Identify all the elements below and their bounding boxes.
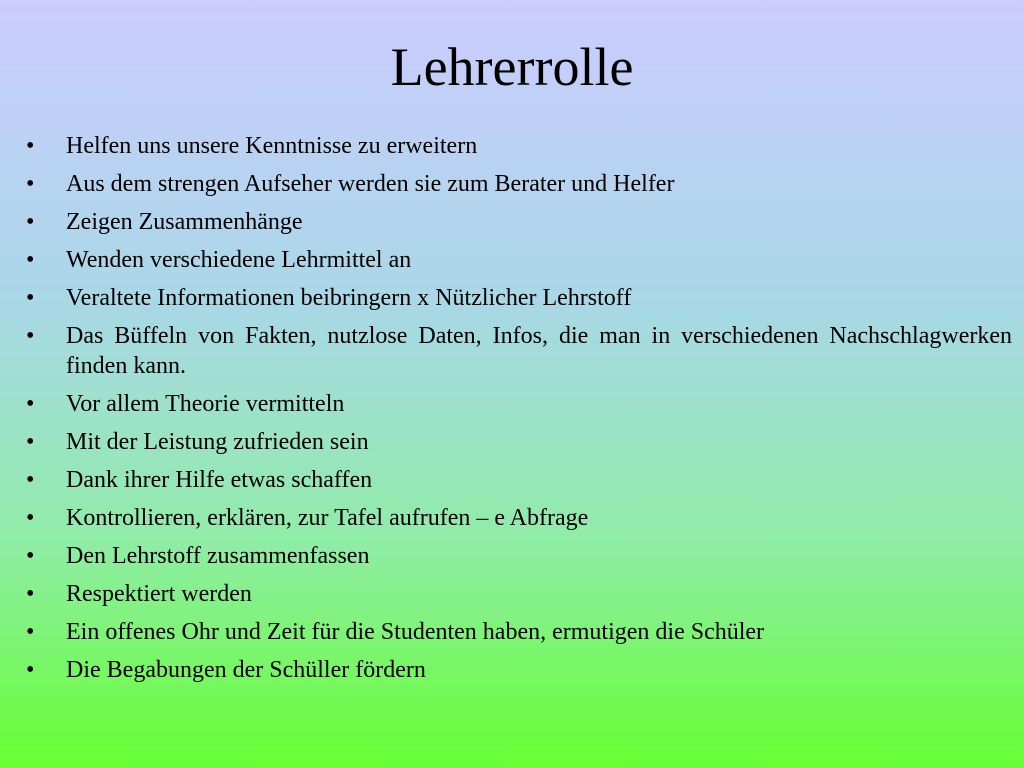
list-item xyxy=(22,465,1012,495)
list-item xyxy=(22,283,1012,313)
bullet-marker: • xyxy=(26,657,35,683)
list-item xyxy=(22,389,1012,419)
bullet-marker: • xyxy=(26,133,35,159)
list-item xyxy=(22,207,1012,237)
bullet-marker: • xyxy=(26,467,35,493)
slide-title: Lehrerrolle xyxy=(390,37,634,97)
bullet-marker: • xyxy=(26,581,35,607)
list-item-text: Vor allem Theorie vermitteln xyxy=(66,391,345,417)
list-item xyxy=(22,321,1012,381)
list-item-text: Kontrollieren, erklären, zur Tafel aufrufen – e Abfrage xyxy=(66,505,589,531)
bullet-marker: • xyxy=(26,505,35,531)
list-item xyxy=(22,131,1012,161)
list-item-text: Ein offenes Ohr und Zeit für die Studenten haben, ermutigen die Schüler xyxy=(66,619,765,645)
bullet-marker: • xyxy=(26,323,35,349)
list-item xyxy=(22,655,1012,685)
list-item-text: Wenden verschiedene Lehrmittel an xyxy=(66,247,412,273)
bullet-marker: • xyxy=(26,171,35,197)
bullet-marker: • xyxy=(26,429,35,455)
list-item-text: Aus dem strengen Aufseher werden sie zum Berater und Helfer xyxy=(66,171,675,197)
list-item xyxy=(22,427,1012,457)
list-item-text: Mit der Leistung zufrieden sein xyxy=(66,429,369,455)
list-item xyxy=(22,503,1012,533)
list-item-text: Den Lehrstoff zusammenfassen xyxy=(66,543,370,569)
list-item xyxy=(22,579,1012,609)
list-item-text: Respektiert werden xyxy=(66,581,252,607)
list-item xyxy=(22,617,1012,647)
bullet-marker: • xyxy=(26,543,35,569)
list-item-text: Das Büffeln von Fakten, nutzlose Daten, Infos, die man in verschiedenen Nachschlagwerken finden kann. xyxy=(66,323,1012,379)
list-item-text: Dank ihrer Hilfe etwas schaffen xyxy=(66,467,373,493)
list-item xyxy=(22,169,1012,199)
bullet-list xyxy=(22,131,1012,693)
list-item xyxy=(22,245,1012,275)
bullet-marker: • xyxy=(26,209,35,235)
bullet-marker: • xyxy=(26,285,35,311)
list-item-text: Die Begabungen der Schüller fördern xyxy=(66,657,426,683)
list-item-text: Zeigen Zusammenhänge xyxy=(66,209,303,235)
bullet-marker: • xyxy=(26,247,35,273)
list-item xyxy=(22,541,1012,571)
list-item-text: Veraltete Informationen beibringern x Nützlicher Lehrstoff xyxy=(66,285,632,311)
list-item-text: Helfen uns unsere Kenntnisse zu erweitern xyxy=(66,133,478,159)
bullet-marker: • xyxy=(26,391,35,417)
bullet-marker: • xyxy=(26,619,35,645)
